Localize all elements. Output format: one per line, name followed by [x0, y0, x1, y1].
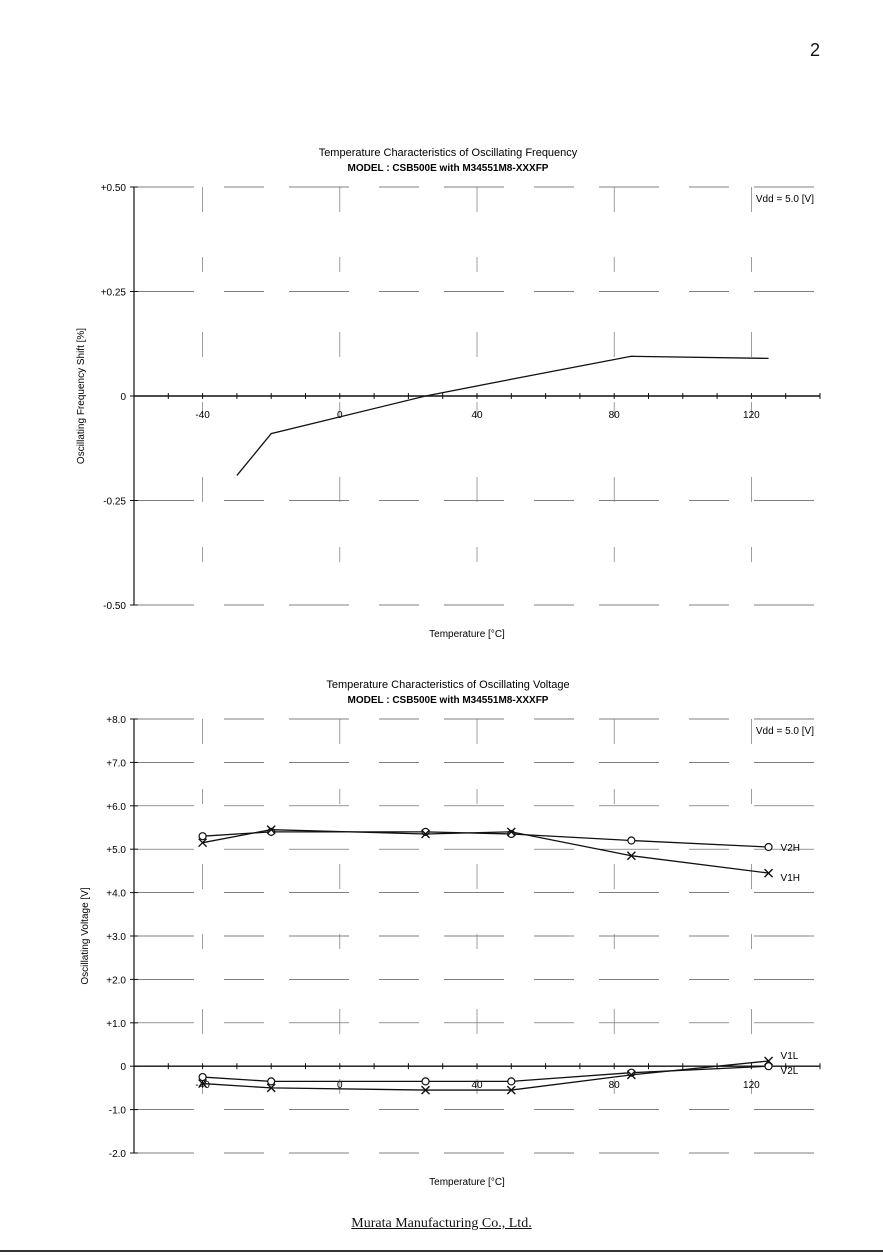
data-point-v2l	[508, 1078, 515, 1085]
y-tick-label: -1.0	[108, 1105, 126, 1117]
y-tick-label: +0.25	[100, 287, 126, 299]
chart-subtitle: MODEL : CSB500E with M34551M8-XXXFP	[347, 163, 549, 174]
x-tick-label: 0	[337, 410, 343, 421]
y-tick-label: 0	[120, 1062, 126, 1074]
y-tick-label: +1.0	[106, 1018, 126, 1030]
series-line-v1h	[203, 830, 769, 873]
x-tick-label: 120	[743, 410, 760, 421]
y-tick-label: +8.0	[106, 715, 126, 726]
series-line-v1l	[203, 1061, 769, 1090]
chart-subtitle: MODEL : CSB500E with M34551M8-XXXFP	[347, 695, 549, 706]
y-axis-label: Oscillating Frequency Shift [%]	[76, 327, 87, 465]
company-footer: Murata Manufacturing Co., Ltd.	[351, 1216, 532, 1231]
x-tick-label: 0	[337, 1080, 343, 1092]
y-tick-label: -0.50	[103, 601, 126, 612]
chart-title: Temperature Characteristics of Oscillating Voltage	[326, 679, 570, 691]
y-tick-label: +0.50	[100, 183, 126, 194]
voltage-chart	[0, 672, 883, 1188]
y-tick-label: +5.0	[106, 845, 126, 857]
frequency-chart	[0, 140, 883, 650]
condition-note: Vdd = 5.0 [V]	[755, 194, 814, 205]
data-point-v2l	[268, 1078, 275, 1085]
data-point-v2h	[199, 833, 206, 840]
data-point-v2h	[628, 837, 635, 844]
voltage-chart-svg	[0, 672, 883, 1188]
frequency-chart-svg	[0, 140, 883, 650]
series-label-v1h: V1H	[780, 873, 801, 885]
x-tick-label: 80	[608, 410, 620, 421]
series-line-frequency-shift	[237, 356, 769, 475]
data-point-v2l	[199, 1074, 206, 1081]
series-line-v2l	[203, 1066, 769, 1081]
x-tick-label: -40	[195, 1080, 210, 1092]
x-tick-label: 40	[471, 1080, 483, 1092]
y-tick-label: +6.0	[106, 801, 126, 813]
y-tick-label: -0.25	[103, 496, 126, 508]
y-tick-label: -2.0	[108, 1149, 126, 1160]
y-axis-label: Oscillating Voltage [V]	[80, 887, 91, 985]
y-tick-label: +4.0	[106, 888, 126, 900]
y-tick-label: +2.0	[106, 975, 126, 987]
y-tick-label: +3.0	[106, 932, 126, 943]
condition-note: Vdd = 5.0 [V]	[755, 726, 814, 737]
x-tick-label: -40	[195, 410, 210, 421]
chart-title: Temperature Characteristics of Oscillating Frequency	[318, 147, 578, 159]
data-point-v2l	[422, 1078, 429, 1085]
x-tick-label: 80	[608, 1080, 620, 1092]
y-tick-label: +7.0	[106, 758, 126, 770]
y-tick-label: 0	[120, 392, 126, 403]
series-label-v2l: V2L	[780, 1066, 799, 1078]
x-axis-label: Temperature [°C]	[429, 1177, 505, 1188]
x-tick-label: 40	[471, 410, 483, 421]
series-label-v2h: V2H	[780, 843, 801, 855]
x-tick-label: 120	[743, 1080, 760, 1092]
data-point-v2h	[765, 844, 772, 851]
series-label-v1l: V1L	[780, 1050, 799, 1062]
page-number: 2	[810, 40, 821, 60]
x-axis-label: Temperature [°C]	[429, 629, 505, 640]
series-line-v2h	[203, 832, 769, 847]
bottom-rule	[0, 1250, 883, 1252]
